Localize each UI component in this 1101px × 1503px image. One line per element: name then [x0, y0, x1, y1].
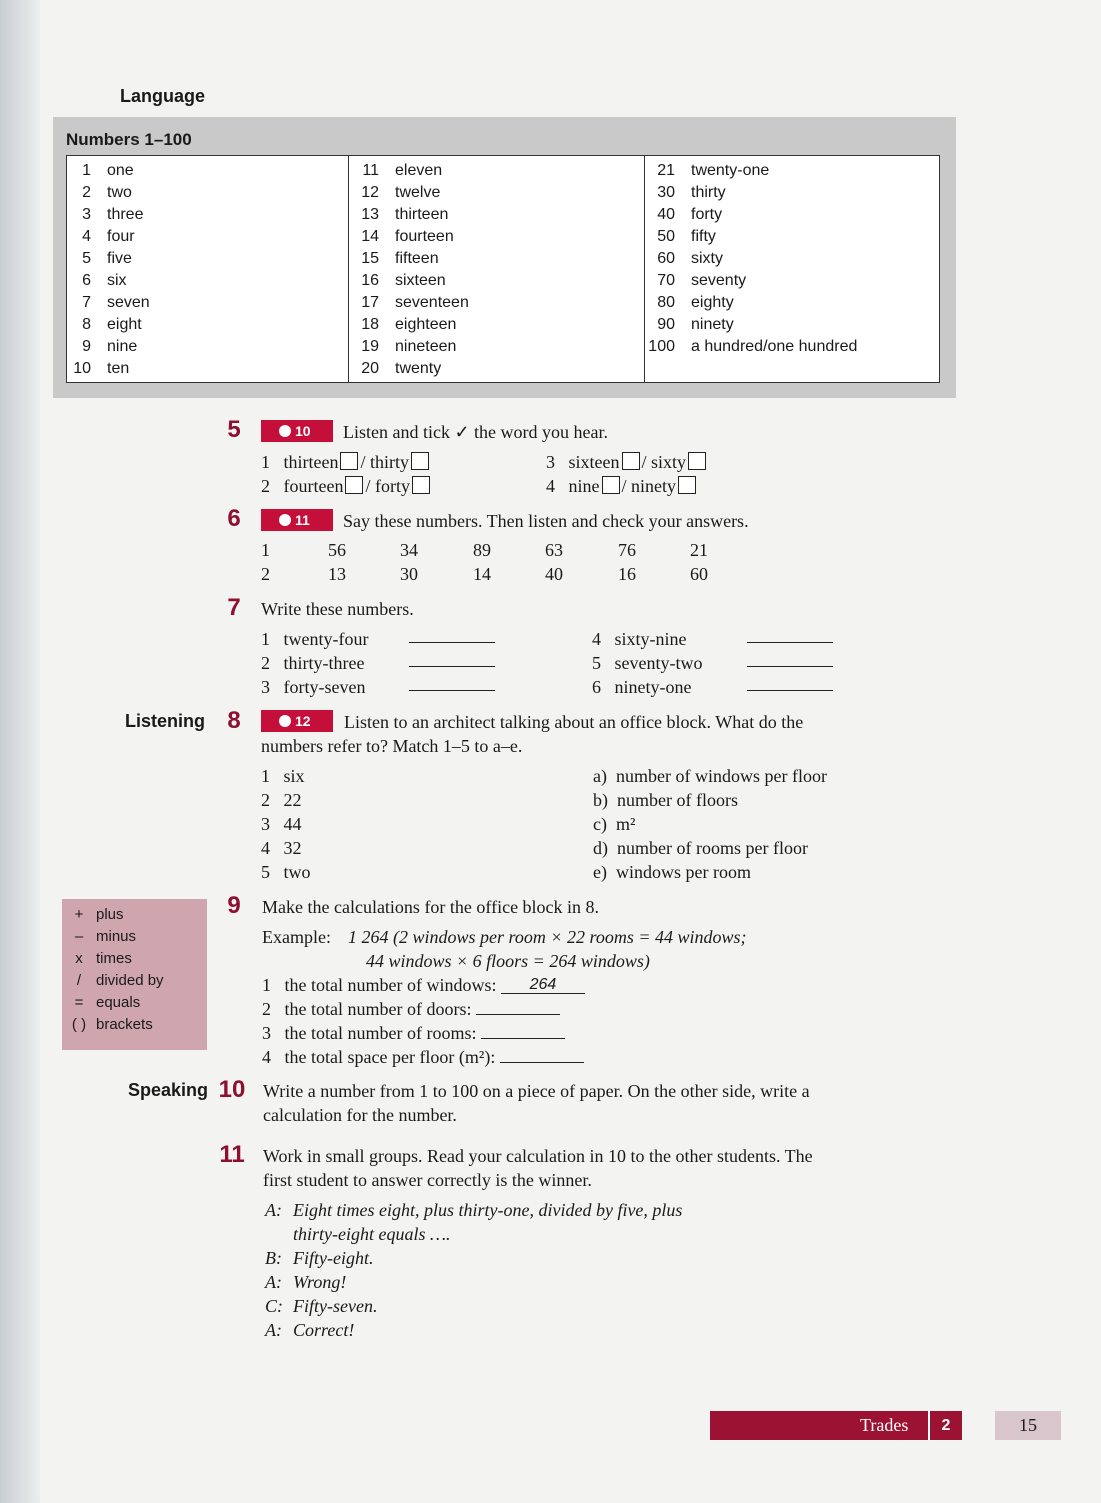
exercise-8-right-item: b) number of floors [593, 790, 738, 810]
footer-unit-number: 2 [928, 1411, 962, 1440]
symbol-row: – minus [74, 928, 137, 945]
exercise-8-left-item: 5 two [261, 862, 311, 882]
dialogue-line: Fifty-eight. [293, 1248, 374, 1268]
speaking-label: Speaking [127, 1080, 208, 1100]
tick-box[interactable] [345, 476, 363, 494]
page-spine-shadow [0, 0, 40, 1503]
dialogue-speaker: C: [265, 1296, 283, 1316]
exercise-11-line-1: Work in small groups. Read your calculation in 10 to the other students. The [263, 1146, 813, 1166]
numbers-box-title: Numbers 1–100 [66, 130, 192, 149]
number-value: 89 [473, 540, 491, 560]
symbol-row: ( ) brackets [71, 1016, 153, 1033]
number-row: 18 eighteen [361, 316, 457, 333]
number-row: 20 twenty [361, 360, 442, 377]
answer-blank[interactable] [409, 676, 495, 691]
exercise-8-left-item: 4 32 [261, 838, 302, 858]
exercise-7-item: 6 ninety-one [592, 677, 692, 697]
symbol-row: / divided by [76, 972, 164, 989]
exercise-5-number: 5 [227, 416, 241, 443]
number-value: 34 [400, 540, 418, 560]
answer-blank[interactable]: 264 [501, 977, 585, 994]
exercise-10-line-1: Write a number from 1 to 100 on a piece of paper. On the other side, write a [263, 1081, 810, 1101]
exercise-5-item-2: 2 fourteen / forty [261, 474, 432, 498]
tick-box[interactable] [340, 452, 358, 470]
symbol-row: + plus [74, 906, 124, 923]
dialogue-speaker: B: [265, 1248, 282, 1268]
number-value: 14 [473, 564, 491, 584]
number-row: 6 six [82, 272, 127, 289]
number-row: 4 four [82, 228, 135, 245]
answer-blank[interactable] [409, 628, 495, 643]
number-row: 17 seventeen [361, 294, 469, 311]
exercise-8-right-item: d) number of rooms per floor [593, 838, 808, 858]
number-value: 63 [545, 540, 563, 560]
answer-blank[interactable] [747, 652, 833, 667]
tick-box[interactable] [622, 452, 640, 470]
exercise-8-instruction-line-1: Listen to an architect talking about an office block. What do the [344, 712, 804, 732]
listening-label: Listening [125, 711, 205, 731]
exercise-6-instruction: Say these numbers. Then listen and check your answers. [343, 511, 749, 531]
number-value: 16 [618, 564, 636, 584]
number-row: 60 sixty [657, 250, 723, 267]
dialogue-line: Correct! [293, 1320, 355, 1340]
exercise-6-row-1-label: 1 [261, 540, 270, 560]
example-line-1: 1 264 (2 windows per room × 22 rooms = 44 windows; [348, 927, 747, 947]
tick-box[interactable] [411, 452, 429, 470]
numbers-table [66, 155, 940, 383]
footer-unit-title: Trades [860, 1415, 909, 1435]
exercise-5-item-3: 3 sixteen / sixty [546, 450, 708, 474]
dialogue-line: thirty-eight equals …. [293, 1224, 451, 1244]
number-row: 8 eight [82, 316, 142, 333]
number-row: 70 seventy [657, 272, 747, 289]
number-value: 60 [690, 564, 708, 584]
exercise-8-left-item: 3 44 [261, 814, 302, 834]
audio-track-11[interactable]: 11 [261, 509, 333, 531]
number-row: 14 fourteen [361, 228, 454, 245]
exercise-9-instruction: Make the calculations for the office block in 8. [262, 897, 600, 917]
dialogue-speaker: A: [265, 1200, 282, 1220]
number-value: 56 [328, 540, 346, 560]
number-row: 15 fifteen [361, 250, 439, 267]
exercise-9-item: 1 the total number of windows: 264 [262, 973, 585, 997]
dialogue-line: Eight times eight, plus thirty-one, divided by five, plus [293, 1200, 683, 1220]
answer-blank[interactable] [747, 676, 833, 691]
exercise-9-number: 9 [227, 892, 241, 919]
number-row: 40 forty [657, 206, 723, 223]
answer-blank[interactable] [476, 998, 560, 1015]
exercise-5-item-4: 4 nine / ninety [546, 474, 698, 498]
exercise-8-right-item: a) number of windows per floor [593, 766, 827, 786]
number-row: 13 thirteen [361, 206, 449, 223]
answer-blank[interactable] [409, 652, 495, 667]
number-row: 30 thirty [657, 184, 726, 201]
exercise-6-number: 6 [227, 505, 241, 532]
answer-blank[interactable] [747, 628, 833, 643]
answer-blank[interactable] [500, 1046, 584, 1063]
number-row: 21 twenty-one [657, 162, 770, 179]
exercise-8-left-item: 2 22 [261, 790, 302, 810]
number-row: 90 ninety [657, 316, 734, 333]
number-row: 3 three [82, 206, 144, 223]
footer-unit-bar [710, 1411, 962, 1440]
number-row: 9 nine [82, 338, 138, 355]
exercise-7-item: 4 sixty-nine [592, 629, 687, 649]
exercise-7-item: 2 thirty-three [261, 653, 365, 673]
number-value: 21 [690, 540, 708, 560]
exercise-10-line-2: calculation for the number. [263, 1105, 457, 1125]
number-row: 16 sixteen [361, 272, 446, 289]
exercise-7-item: 5 seventy-two [592, 653, 703, 673]
audio-track-12[interactable]: 12 [261, 710, 333, 732]
math-symbols-box [62, 899, 207, 1050]
tick-box[interactable] [602, 476, 620, 494]
number-row: 19 nineteen [361, 338, 457, 355]
tick-box[interactable] [688, 452, 706, 470]
numbers-column-1 [67, 156, 349, 382]
exercise-7-item: 1 twenty-four [261, 629, 369, 649]
number-row: 2 two [82, 184, 132, 201]
section-label: Language [120, 86, 206, 106]
exercise-7-number: 7 [227, 594, 241, 621]
exercise-11-line-2: first student to answer correctly is the winner. [263, 1170, 592, 1190]
exercise-8-instruction-line-2: numbers refer to? Match 1–5 to a–e. [261, 736, 523, 756]
exercise-9-item: 2 the total number of doors: [262, 997, 560, 1021]
exercise-8-right-item: e) windows per room [593, 862, 751, 882]
symbol-row: x times [75, 950, 132, 967]
exercise-7-item: 3 forty-seven [261, 677, 366, 697]
dialogue-line: Fifty-seven. [293, 1296, 378, 1316]
exercise-9-item: 3 the total number of rooms: [262, 1021, 565, 1045]
audio-track-10[interactable]: 10 [261, 420, 333, 442]
exercise-6-row-2-label: 2 [261, 564, 270, 584]
number-row: 5 five [82, 250, 132, 267]
cd-icon [279, 425, 291, 437]
dialogue-speaker: A: [265, 1272, 282, 1292]
number-row: 12 twelve [361, 184, 441, 201]
exercise-10-number: 10 [218, 1076, 246, 1103]
number-row: 10 ten [73, 360, 130, 377]
dialogue-speaker: A: [265, 1320, 282, 1340]
example-line-2: 44 windows × 6 floors = 264 windows) [366, 951, 650, 971]
exercise-5-item-1: 1 thirteen / thirty [261, 450, 431, 474]
number-row: 7 seven [82, 294, 150, 311]
example-label: Example: [262, 927, 331, 947]
number-value: 40 [545, 564, 563, 584]
exercise-7-instruction: Write these numbers. [261, 599, 414, 619]
number-row: 11 eleven [362, 162, 443, 179]
page-number: 15 [995, 1411, 1061, 1440]
numbers-column-2 [349, 156, 645, 382]
tick-box[interactable] [678, 476, 696, 494]
cd-icon [279, 715, 291, 727]
exercise-8-right-item: c) m² [593, 814, 636, 834]
tick-box[interactable] [412, 476, 430, 494]
exercise-5-instruction: Listen and tick ✓ the word you hear. [343, 422, 609, 442]
number-value: 30 [400, 564, 418, 584]
number-value: 76 [618, 540, 636, 560]
number-value: 13 [328, 564, 346, 584]
dialogue-line: Wrong! [293, 1272, 347, 1292]
symbol-row: = equals [74, 994, 141, 1011]
number-row: 80 eighty [657, 294, 734, 311]
exercise-8-left-item: 1 six [261, 766, 305, 786]
exercise-9-item: 4 the total space per floor (m²): [262, 1045, 584, 1069]
exercise-8-number: 8 [227, 707, 241, 734]
number-row: 100 a hundred/one hundred [648, 338, 858, 355]
numbers-column-3 [645, 156, 939, 382]
cd-icon [279, 514, 291, 526]
exercise-11-number: 11 [219, 1141, 245, 1168]
number-row: 50 fifty [657, 228, 716, 245]
answer-blank[interactable] [481, 1022, 565, 1039]
number-row: 1 one [82, 162, 134, 179]
